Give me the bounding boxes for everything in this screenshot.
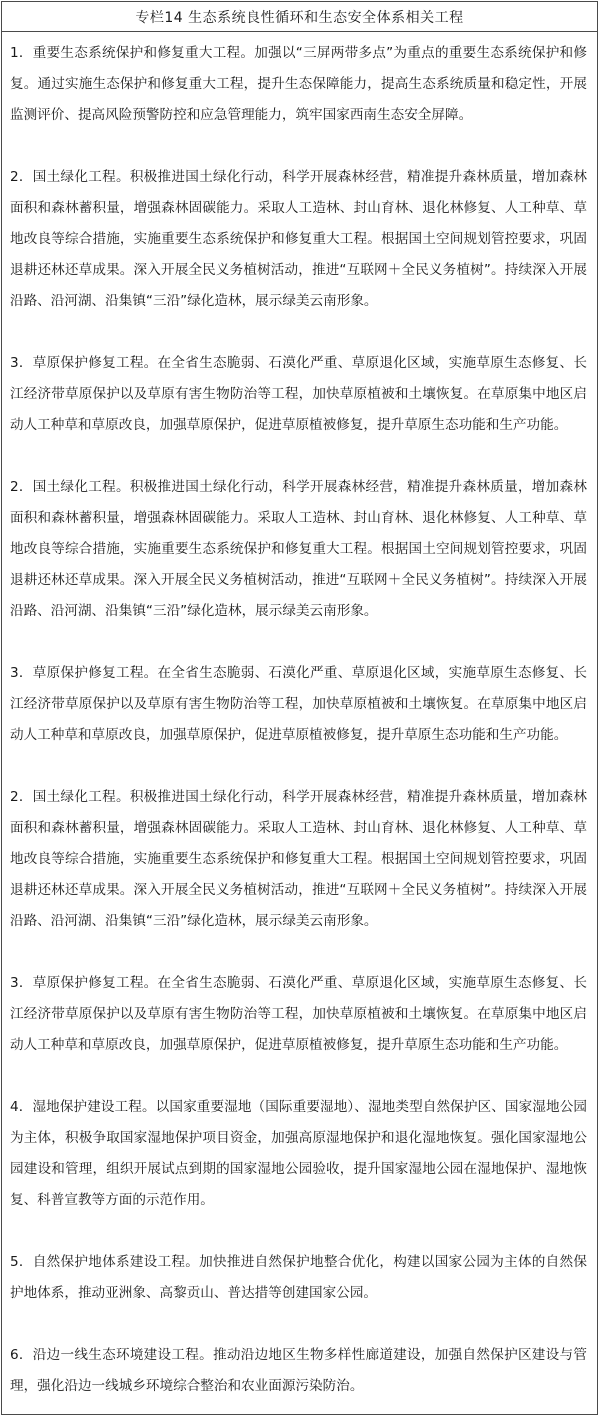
project-item: 2．国土绿化工程。积极推进国土绿化行动，科学开展森林经营，精准提升森林质量，增加森林面积和森林蓄积量，增强森林固碳能力。采取人工造林、封山育林、退化林修复、人工种草、草地改良等综合措施，实施重要生态系统保护和修复重大工程。根据国土空间规划管控要求，巩固退耕还林还草成果。深入开展全民义务植树活动，推进“互联网＋全民义务植树”。持续深入开展沿路、沿河湖、沿集镇“三沿”绿化造林，展示绿美云南形象。 [10,789,587,929]
project-item: 3．草原保护修复工程。在全省生态脆弱、石漠化严重、草原退化区域，实施草原生态修复、长江经济带草原保护以及草原有害生物防治等工程，加快草原植被和土壤恢复。在草原集中地区启动人工种草和草原改良，加强草原保护，促进草原植被修复，提升草原生态功能和生产功能。 [10,665,587,743]
project-item: 1．重要生态系统保护和修复重大工程。加强以“三屏两带多点”为重点的重要生态系统保护和修复。通过实施生态保护和修复重大工程，提升生态保障能力，提高生态系统质量和稳定性，开展监测评价、提高风险预警防控和应急管理能力，筑牢国家西南生态安全屏障。 [10,45,587,123]
project-item: 2．国土绿化工程。积极推进国土绿化行动，科学开展森林经营，精准提升森林质量，增加森林面积和森林蓄积量，增强森林固碳能力。采取人工造林、封山育林、退化林修复、人工种草、草地改良等综合措施，实施重要生态系统保护和修复重大工程。根据国土空间规划管控要求，巩固退耕还林还草成果。深入开展全民义务植树活动，推进“互联网＋全民义务植树”。持续深入开展沿路、沿河湖、沿集镇“三沿”绿化造林，展示绿美云南形象。 [10,479,587,619]
column-title: 专栏14 生态系统良性循环和生态安全体系相关工程 [2,2,597,32]
project-item: 3．草原保护修复工程。在全省生态脆弱、石漠化严重、草原退化区域，实施草原生态修复、长江经济带草原保护以及草原有害生物防治等工程，加快草原植被和土壤恢复。在草原集中地区启动人工种草和草原改良，加强草原保护，促进草原植被修复，提升草原生态功能和生产功能。 [10,355,587,433]
project-item: 5．自然保护地体系建设工程。加快推进自然保护地整合优化，构建以国家公园为主体的自然保护地体系，推动亚洲象、高黎贡山、普达措等创建国家公园。 [10,1254,587,1301]
project-item: 4．湿地保护建设工程。以国家重要湿地（国际重要湿地）、湿地类型自然保护区、国家湿地公园为主体，积极争取国家湿地保护项目资金，加强高原湿地保护和退化湿地恢复。强化国家湿地公园建设和管理，组织开展试点到期的国家湿地公园验收，提升国家湿地公园在湿地保护、湿地恢复、科普宣教等方面的示范作用。 [10,1099,587,1208]
project-item: 6．沿边一线生态环境建设工程。推动沿边地区生物多样性廊道建设，加强自然保护区建设与管理，强化沿边一线城乡环境综合整治和农业面源污染防治。 [10,1347,587,1394]
project-item: 2．国土绿化工程。积极推进国土绿化行动，科学开展森林经营，精准提升森林质量，增加森林面积和森林蓄积量，增强森林固碳能力。采取人工造林、封山育林、退化林修复、人工种草、草地改良等综合措施，实施重要生态系统保护和修复重大工程。根据国土空间规划管控要求，巩固退耕还林还草成果。深入开展全民义务植树活动，推进“互联网＋全民义务植树”。持续深入开展沿路、沿河湖、沿集镇“三沿”绿化造林，展示绿美云南形象。 [10,169,587,309]
column-body [2,32,597,1402]
project-item: 3．草原保护修复工程。在全省生态脆弱、石漠化严重、草原退化区域，实施草原生态修复、长江经济带草原保护以及草原有害生物防治等工程，加快草原植被和土壤恢复。在草原集中地区启动人工种草和草原改良，加强草原保护，促进草原植被修复，提升草原生态功能和生产功能。 [10,975,587,1053]
project-column-box [1,1,598,1415]
